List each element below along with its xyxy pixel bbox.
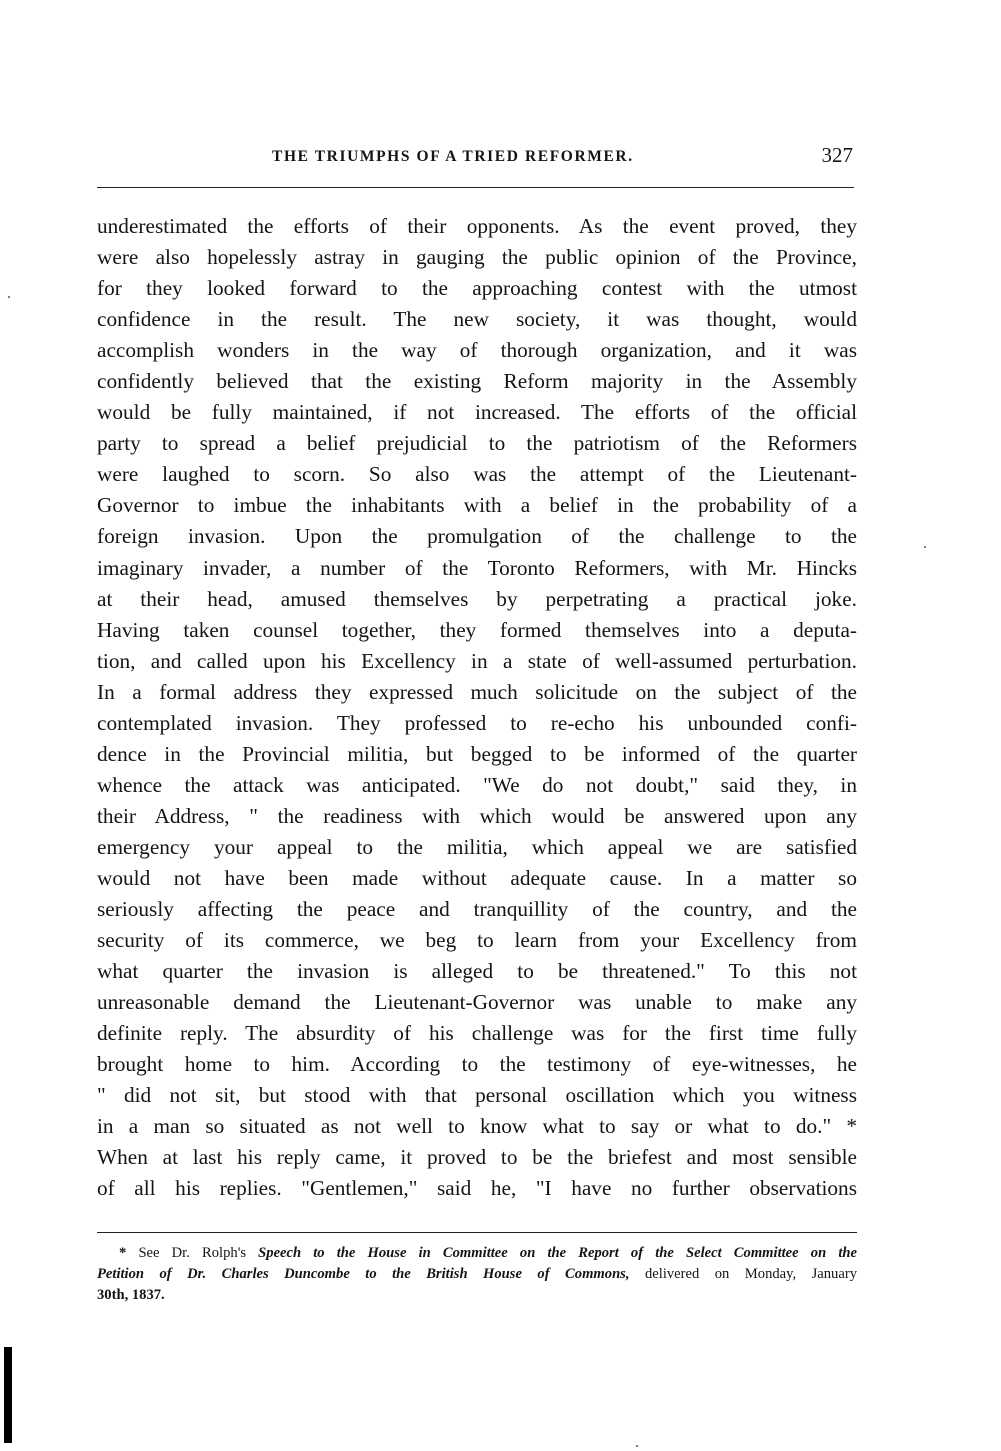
footnote-rule: [97, 1232, 857, 1233]
footnote: [97, 1243, 857, 1307]
text-line: would not have been made without adequate cause. In a matter so: [97, 865, 857, 890]
text-line: seriously affecting the peace and tranquillity of the country, and the: [97, 897, 857, 922]
header-rule: [97, 187, 854, 188]
text-line: what quarter the invasion is alleged to be threatened." To this not: [97, 959, 857, 984]
text-line: tion, and called upon his Excellency in a state of well-assumed perturbation.: [97, 648, 857, 673]
footnote-line: [97, 1264, 857, 1285]
text-line: whence the attack was anticipated. "We do not doubt," said they, in: [97, 772, 857, 797]
text-line: party to spread a belief prejudicial to the patriotism of the Reformers: [97, 431, 857, 456]
text-line: for they looked forward to the approaching contest with the utmost: [97, 276, 857, 301]
footnote-title-part2: Petition of Dr. Charles Duncombe to the British House of Commons,: [97, 1266, 630, 1283]
text-line: Governor to imbue the inhabitants with a belief in the probability of a: [97, 493, 857, 518]
text-line: contemplated invasion. They professed to re-echo his unbounded confi-: [97, 710, 857, 735]
text-line: unreasonable demand the Lieutenant-Governor was unable to make any: [97, 990, 857, 1015]
text-line: would be fully maintained, if not increased. The efforts of the official: [97, 400, 857, 425]
text-line: emergency your appeal to the militia, which appeal we are satisfied: [97, 834, 857, 859]
text-line: in a man so situated as not well to know what to say or what to do." *: [97, 1114, 857, 1139]
text-line: " did not sit, but stood with that personal oscillation which you witness: [97, 1083, 857, 1108]
text-line: imaginary invader, a number of the Toronto Reformers, with Mr. Hincks: [97, 555, 857, 580]
text-line: of all his replies. "Gentlemen," said he, "I have no further observations: [97, 1176, 857, 1201]
running-title: THE TRIUMPHS OF A TRIED REFORMER.: [272, 148, 634, 165]
text-line: foreign invasion. Upon the promulgation of the challenge to the: [97, 524, 857, 549]
footnote-title-part1: Speech to the House in Committee on the Report of the Select Committee on the: [258, 1245, 857, 1261]
text-line: were laughed to scorn. So also was the attempt of the Lieutenant-: [97, 462, 857, 487]
text-line: In a formal address they expressed much solicitude on the subject of the: [97, 679, 857, 704]
text-line: were also hopelessly astray in gauging the public opinion of the Province,: [97, 245, 857, 270]
scan-speck: [8, 296, 10, 298]
footnote-date: 30th, 1837.: [97, 1287, 165, 1304]
footnote-after-title: delivered on Monday, January: [644, 1266, 857, 1283]
text-line: security of its commerce, we beg to learn from your Excellency from: [97, 928, 857, 953]
text-line: dence in the Provincial militia, but begged to be informed of the quarter: [97, 741, 857, 766]
footnote-marker: *: [119, 1245, 127, 1261]
text-line: When at last his reply came, it proved to be the briefest and most sensible: [97, 1145, 857, 1170]
text-line: confidently believed that the existing Reform majority in the Assembly: [97, 369, 857, 394]
text-line: at their head, amused themselves by perpetrating a practical joke.: [97, 586, 857, 611]
text-line: Having taken counsel together, they formed themselves into a deputa-: [97, 617, 857, 642]
footnote-line: [97, 1285, 857, 1306]
body-text: [97, 211, 857, 1205]
text-line: confidence in the result. The new society, it was thought, would: [97, 307, 857, 332]
scan-edge-mark: [4, 1347, 12, 1443]
footnote-intro: See Dr. Rolph's: [138, 1245, 247, 1261]
scan-speck: [924, 546, 926, 548]
text-line: underestimated the efforts of their opponents. As the event proved, they: [97, 214, 857, 238]
footnote-line: [97, 1243, 857, 1264]
page-number: 327: [821, 143, 853, 167]
text-line: accomplish wonders in the way of thorough organization, and it was: [97, 338, 857, 363]
running-head: [97, 143, 857, 173]
text-line: brought home to him. According to the testimony of eye-witnesses, he: [97, 1052, 857, 1077]
scan-speck: [636, 1445, 638, 1447]
text-line: their Address, " the readiness with which would be answered upon any: [97, 803, 857, 828]
text-line: definite reply. The absurdity of his challenge was for the first time fully: [97, 1021, 857, 1046]
